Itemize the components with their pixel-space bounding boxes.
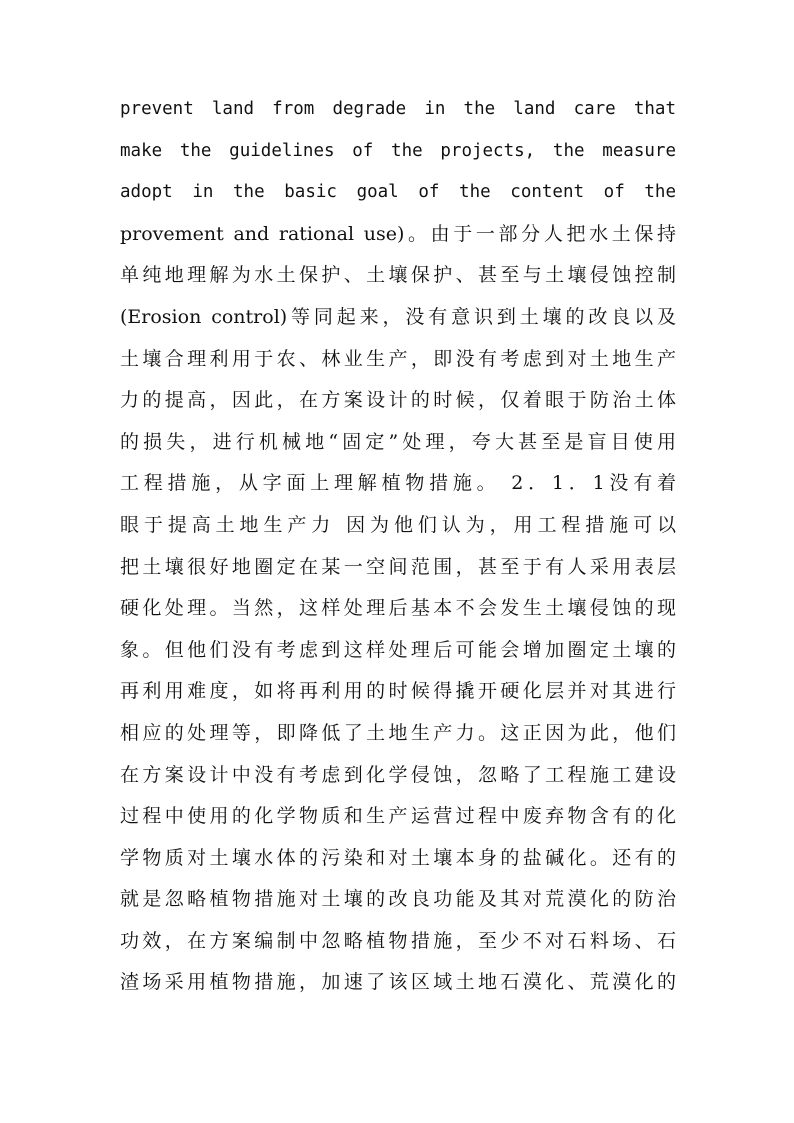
body-paragraph xyxy=(120,89,676,1004)
text-line: 就是忽略植物措施对土壤的改良功能及其对荒漠化的防治 xyxy=(120,888,676,911)
text-line: 单纯地理解为水土保护、土壤保护、甚至与土壤侵蚀控制 xyxy=(120,264,676,287)
text-line: 在方案设计中没有考虑到化学侵蚀，忽略了工程施工建设 xyxy=(120,763,676,786)
text-line: 土壤合理利用于农、林业生产，即没有考虑到对土地生产 xyxy=(120,347,676,370)
text-line: 工程措施，从字面上理解植物措施。 2．1．1没有着 xyxy=(120,472,676,495)
text-line: 的损失，进行机械地“固定”处理，夸大甚至是盲目使用 xyxy=(120,430,676,453)
text-line: 眼于提高土地生产力 因为他们认为，用工程措施可以 xyxy=(120,513,676,536)
text-line: 把土壤很好地圈定在某一空间范围，甚至于有人采用表层 xyxy=(120,555,676,578)
text-line: 相应的处理等，即降低了土地生产力。这正因为此，他们 xyxy=(120,721,676,744)
text-line: 力的提高，因此，在方案设计的时候，仅着眼于防治土体 xyxy=(120,389,676,412)
text-line: 过程中使用的化学物质和生产运营过程中废弃物含有的化 xyxy=(120,805,676,828)
text-line: 象。但他们没有考虑到这样处理后可能会增加圈定土壤的 xyxy=(120,638,676,661)
text-line: 再利用难度，如将再利用的时候得撬开硬化层并对其进行 xyxy=(120,680,676,703)
text-line: adopt in the basic goal of the content of the xyxy=(120,182,676,203)
text-line: 硬化处理。当然，这样处理后基本不会发生土壤侵蚀的现 xyxy=(120,597,676,620)
text-line: (Erosion control)等同起来，没有意识到土壤的改良以及 xyxy=(120,305,676,328)
text-line: 学物质对土壤水体的污染和对土壤本身的盐碱化。还有的 xyxy=(120,846,676,869)
text-line: provement and rational use)。由于一部分人把水土保持 xyxy=(120,222,676,245)
text-line: make the guidelines of the projects, the measure xyxy=(120,140,676,161)
text-line: 功效，在方案编制中忽略植物措施，至少不对石料场、石 xyxy=(120,929,676,952)
text-line: 渣场采用植物措施，加速了该区域土地石漠化、荒漠化的 xyxy=(120,971,676,994)
text-line: prevent land from degrade in the land care that xyxy=(120,99,676,119)
